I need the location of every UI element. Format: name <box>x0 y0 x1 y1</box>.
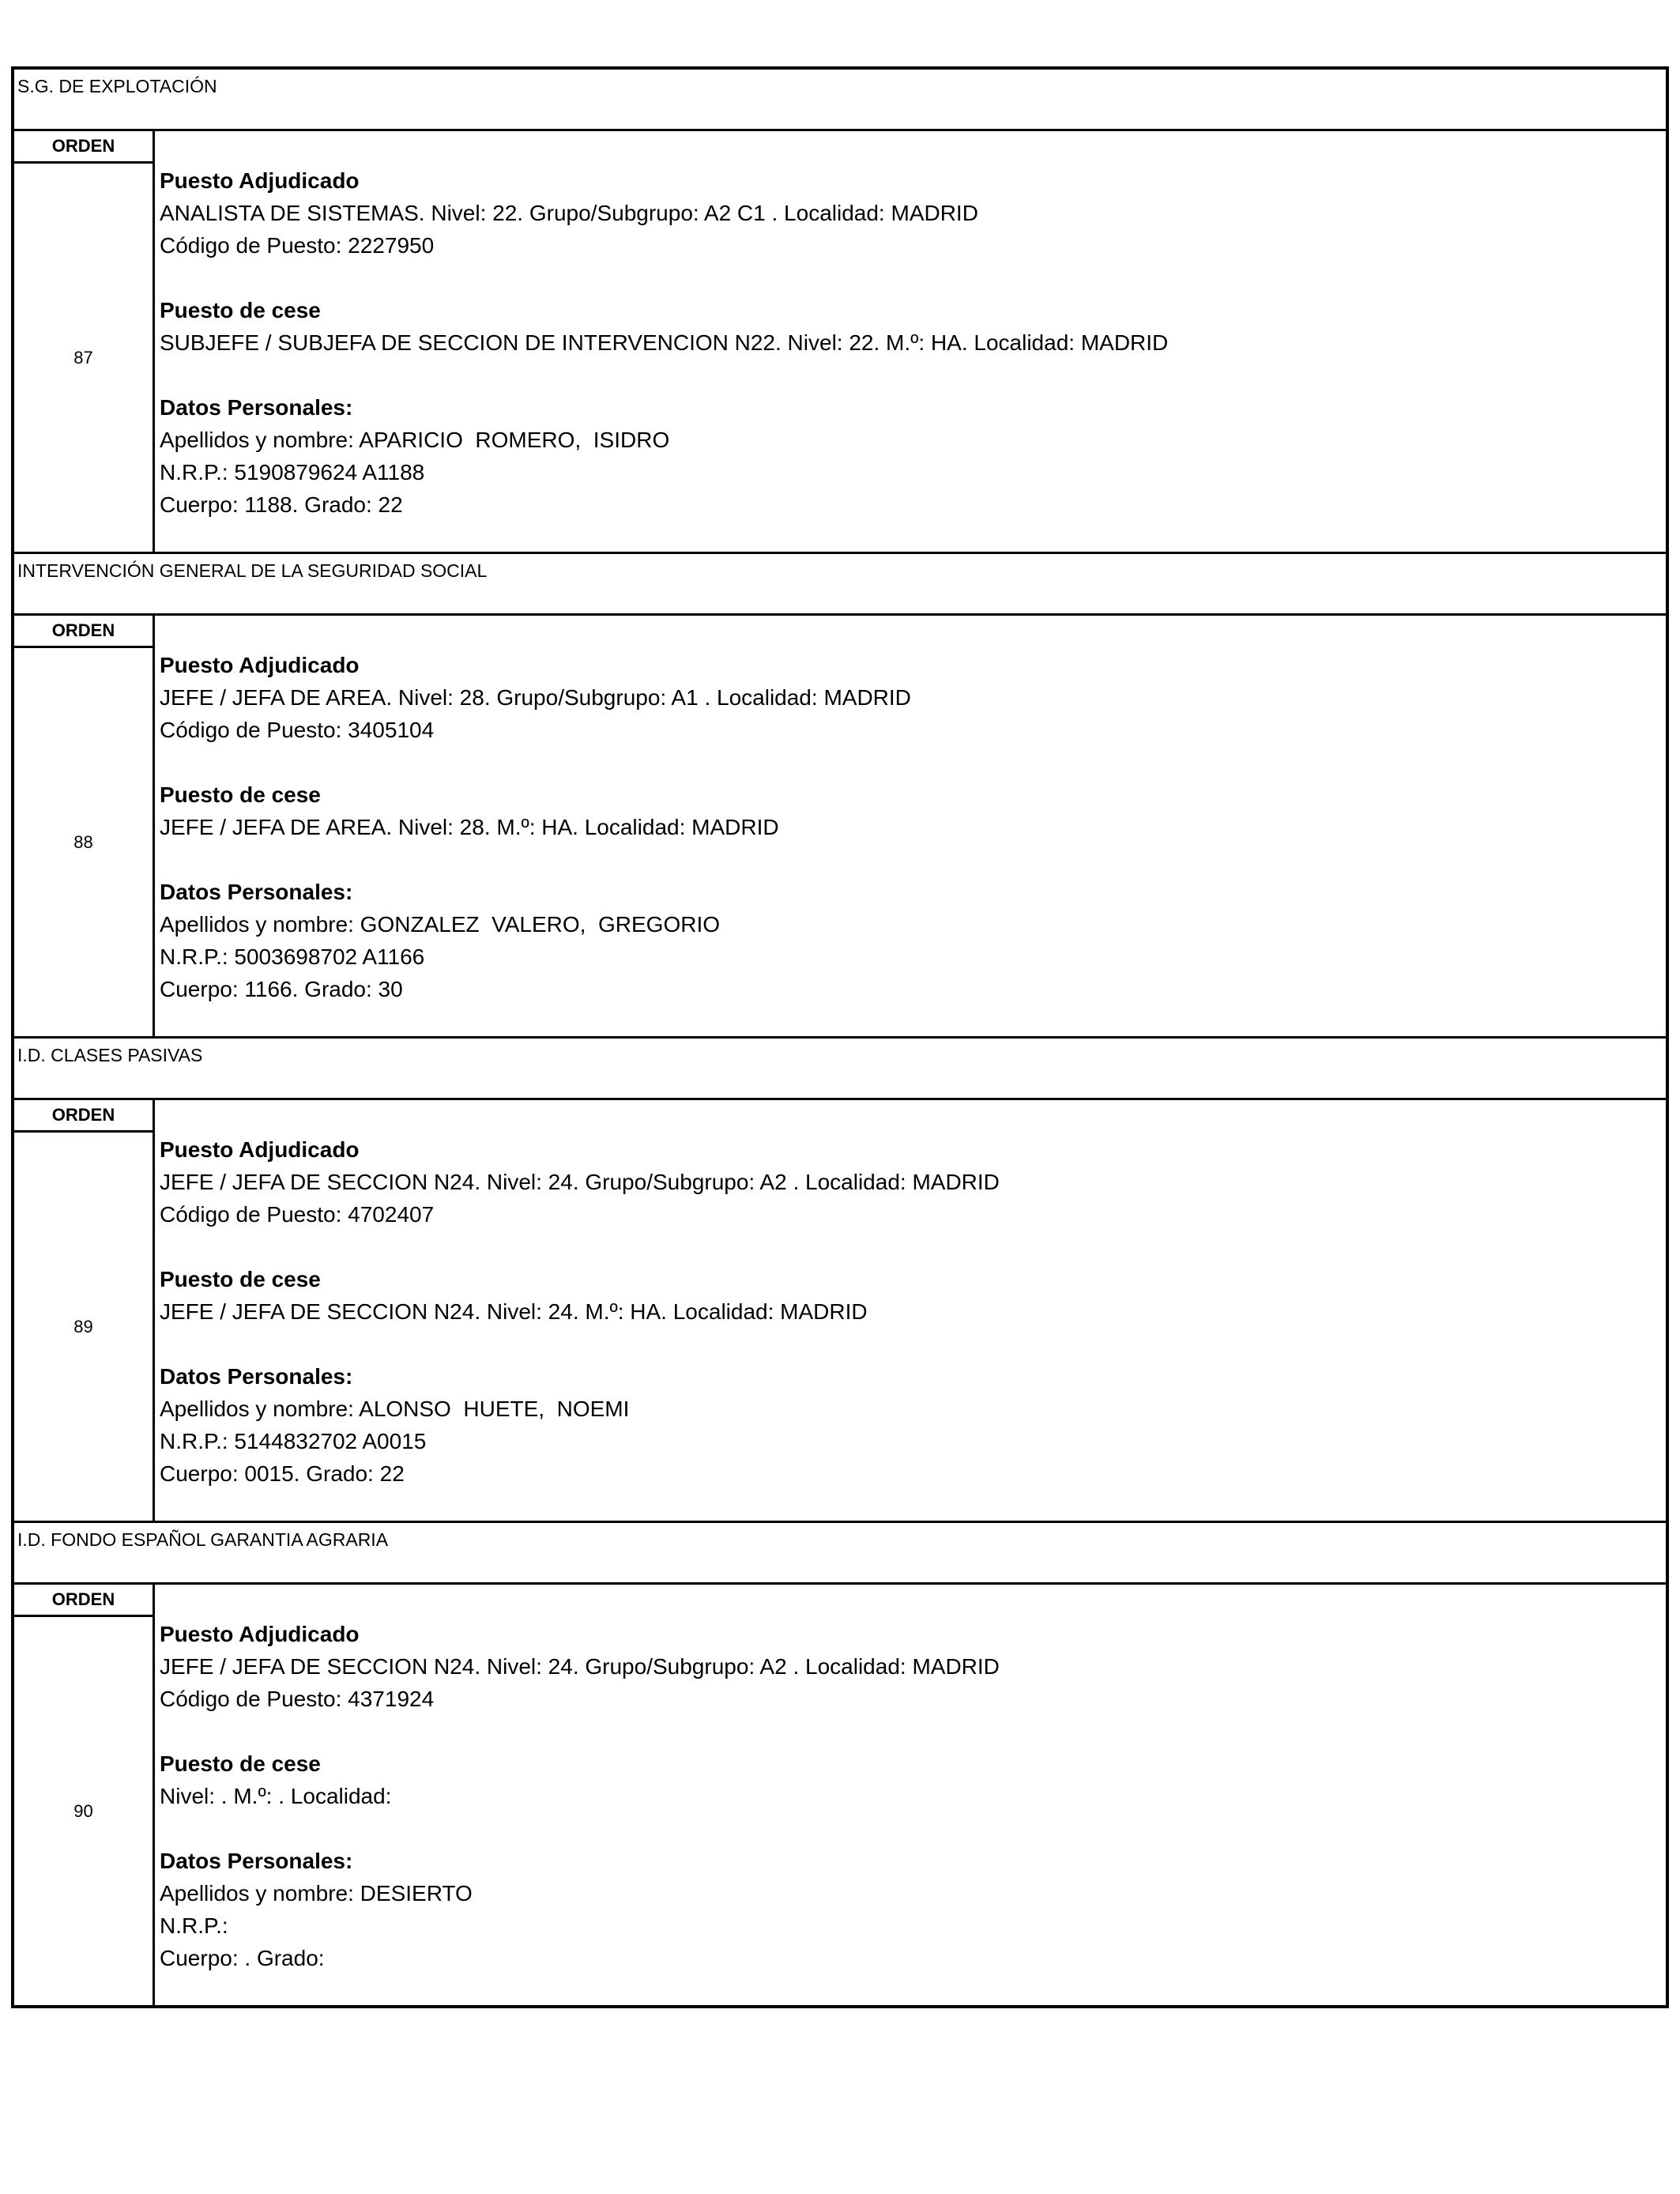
orden-column <box>14 131 155 552</box>
adjudicado-puesto: JEFE / JEFA DE SECCION N24. Nivel: 24. Grupo/Subgrupo: A2 . Localidad: MADRID <box>160 1654 1000 1679</box>
nrp: N.R.P.: 5003698702 A1166 <box>160 944 425 969</box>
cese-heading: Puesto de cese <box>160 782 321 807</box>
codigo-puesto: Código de Puesto: 4371924 <box>160 1687 435 1711</box>
cese-heading: Puesto de cese <box>160 298 321 322</box>
personales-heading: Datos Personales: <box>160 395 353 420</box>
cuerpo-grado: Cuerpo: 1188. Grado: 22 <box>160 492 403 517</box>
nrp: N.R.P.: 5190879624 A1188 <box>160 460 425 484</box>
section-block <box>14 552 1666 1036</box>
orden-label: ORDEN <box>14 131 153 164</box>
personales-heading: Datos Personales: <box>160 1849 353 1873</box>
unit-header: INTERVENCIÓN GENERAL DE LA SEGURIDAD SOCIAL <box>14 554 1666 616</box>
apellidos-nombre: Apellidos y nombre: DESIERTO <box>160 1881 473 1906</box>
record-details <box>155 1585 1666 2005</box>
document-table <box>11 66 1669 2008</box>
cuerpo-grado: Cuerpo: 1166. Grado: 30 <box>160 977 403 1001</box>
section-block <box>14 1521 1666 2005</box>
orden-label: ORDEN <box>14 616 153 648</box>
cese-puesto: Nivel: . M.º: . Localidad: <box>160 1784 392 1808</box>
cuerpo-grado: Cuerpo: 0015. Grado: 22 <box>160 1461 405 1486</box>
cese-puesto: JEFE / JEFA DE SECCION N24. Nivel: 24. M.º: HA. Localidad: MADRID <box>160 1299 868 1324</box>
unit-header: S.G. DE EXPLOTACIÓN <box>14 70 1666 131</box>
adjudicado-heading: Puesto Adjudicado <box>160 1622 360 1646</box>
nrp: N.R.P.: 5144832702 A0015 <box>160 1429 427 1453</box>
orden-number: 89 <box>73 1316 93 1336</box>
adjudicado-heading: Puesto Adjudicado <box>160 168 360 193</box>
orden-number: 88 <box>73 831 93 852</box>
apellidos-nombre: Apellidos y nombre: GONZALEZ VALERO, GREGORIO <box>160 912 721 937</box>
personales-heading: Datos Personales: <box>160 1364 353 1389</box>
apellidos-nombre: Apellidos y nombre: ALONSO HUETE, NOEMI <box>160 1397 630 1421</box>
cese-puesto: SUBJEFE / SUBJEFA DE SECCION DE INTERVENCION N22. Nivel: 22. M.º: HA. Localidad: MADRID <box>160 330 1169 355</box>
codigo-puesto: Código de Puesto: 2227950 <box>160 233 435 258</box>
record-details <box>155 1100 1666 1521</box>
record-details <box>155 131 1666 552</box>
record-row <box>14 131 1666 552</box>
record-row <box>14 1100 1666 1521</box>
orden-number: 90 <box>73 1800 93 1821</box>
codigo-puesto: Código de Puesto: 4702407 <box>160 1202 435 1227</box>
codigo-puesto: Código de Puesto: 3405104 <box>160 718 435 742</box>
orden-label: ORDEN <box>14 1100 153 1133</box>
orden-column <box>14 1585 155 2005</box>
cese-heading: Puesto de cese <box>160 1751 321 1776</box>
adjudicado-heading: Puesto Adjudicado <box>160 653 360 677</box>
orden-label: ORDEN <box>14 1585 153 1617</box>
record-details <box>155 616 1666 1036</box>
cese-puesto: JEFE / JEFA DE AREA. Nivel: 28. M.º: HA. Localidad: MADRID <box>160 815 779 839</box>
adjudicado-heading: Puesto Adjudicado <box>160 1137 360 1162</box>
record-row <box>14 1585 1666 2005</box>
personales-heading: Datos Personales: <box>160 880 353 904</box>
orden-number: 87 <box>73 347 93 368</box>
unit-header: I.D. FONDO ESPAÑOL GARANTIA AGRARIA <box>14 1523 1666 1585</box>
apellidos-nombre: Apellidos y nombre: APARICIO ROMERO, ISIDRO <box>160 428 670 452</box>
section-block <box>14 70 1666 552</box>
cese-heading: Puesto de cese <box>160 1267 321 1291</box>
orden-column <box>14 1100 155 1521</box>
adjudicado-puesto: JEFE / JEFA DE AREA. Nivel: 28. Grupo/Subgrupo: A1 . Localidad: MADRID <box>160 685 911 710</box>
record-row <box>14 616 1666 1036</box>
orden-column <box>14 616 155 1036</box>
unit-header: I.D. CLASES PASIVAS <box>14 1039 1666 1100</box>
section-block <box>14 1036 1666 1521</box>
adjudicado-puesto: ANALISTA DE SISTEMAS. Nivel: 22. Grupo/Subgrupo: A2 C1 . Localidad: MADRID <box>160 201 978 225</box>
nrp: N.R.P.: <box>160 1913 228 1938</box>
adjudicado-puesto: JEFE / JEFA DE SECCION N24. Nivel: 24. Grupo/Subgrupo: A2 . Localidad: MADRID <box>160 1170 1000 1194</box>
cuerpo-grado: Cuerpo: . Grado: <box>160 1946 325 1970</box>
